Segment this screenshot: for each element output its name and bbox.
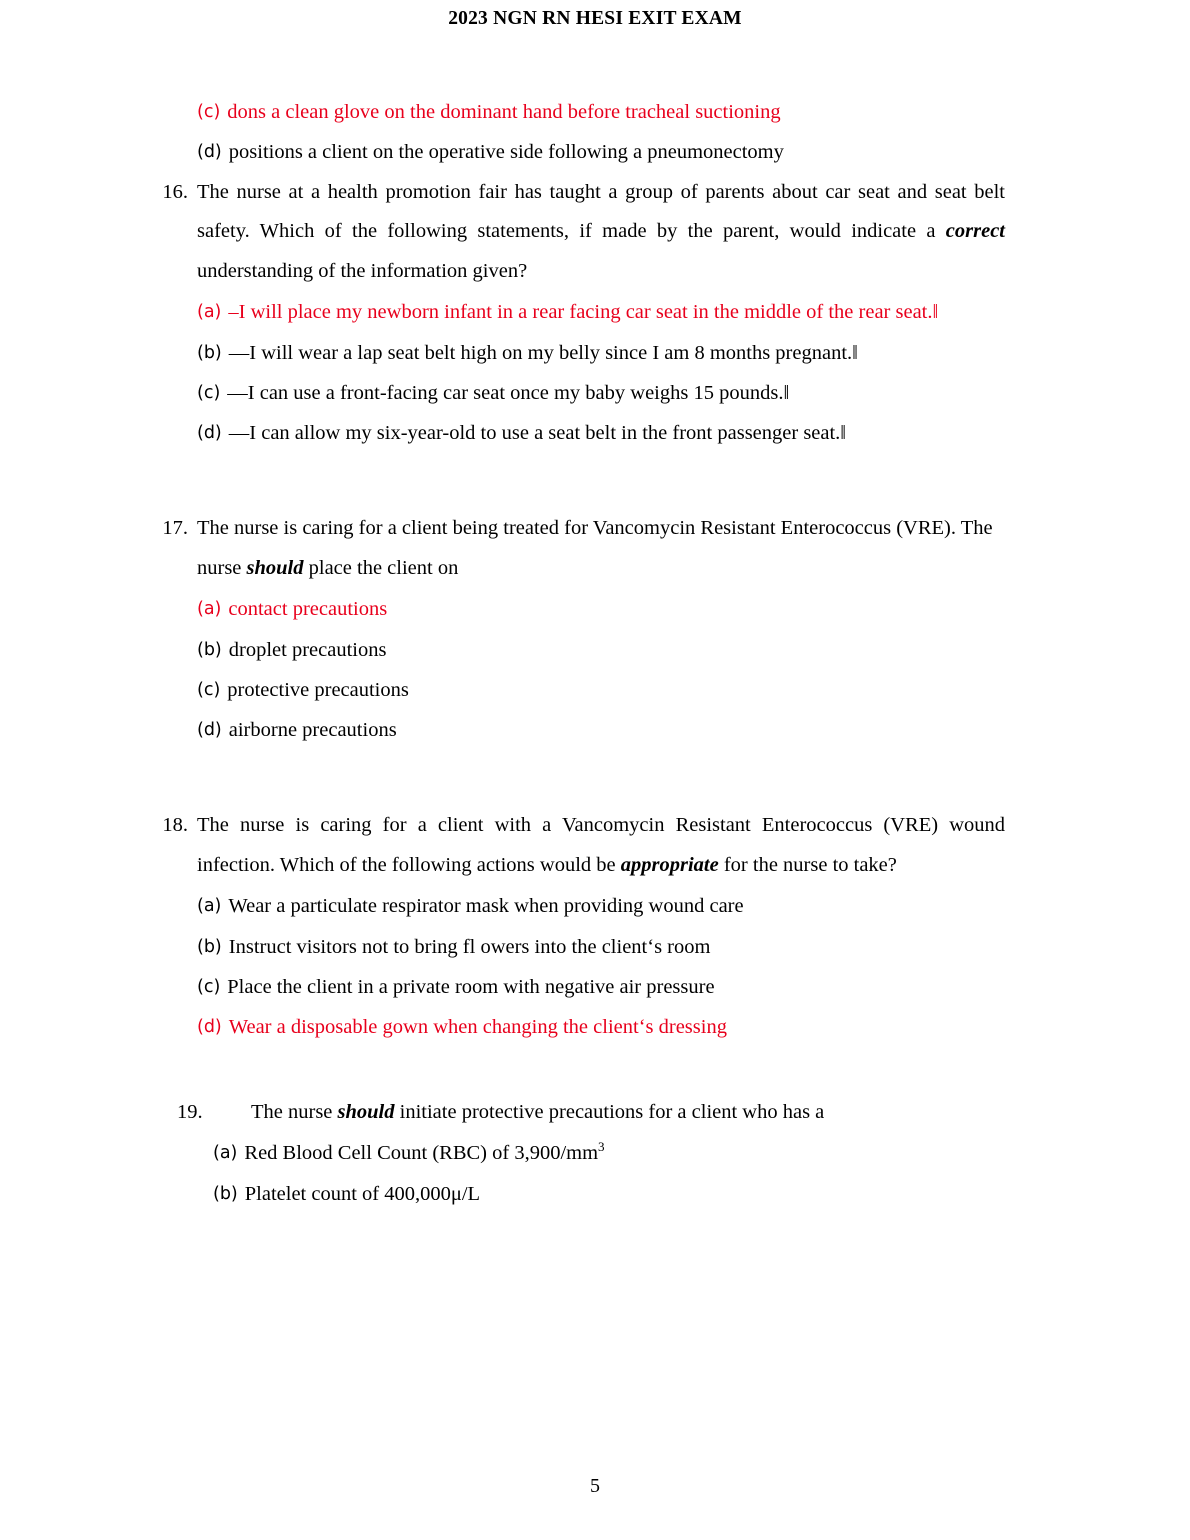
option-label: (d) [197, 142, 222, 163]
option-row [155, 1174, 1005, 1214]
option-text: —I can allow my six-year-old to use a seat belt in the front passenger seat.‖ [228, 422, 847, 445]
stem-part-1: The nurse is caring for a client being treated for Vancomycin Resistant Enterococcus (VRE). The nurse [197, 517, 993, 580]
question-number: 17. [162, 517, 188, 540]
option-text: Instruct visitors not to bring fl owers into the client‘s room [228, 935, 711, 958]
option-row [155, 413, 1005, 453]
option-row [155, 967, 1005, 1007]
option-row [155, 710, 1005, 750]
option-row [155, 292, 1005, 332]
option-label: (a) [197, 599, 222, 620]
section-gap [155, 453, 1005, 509]
option-text: protective precautions [227, 678, 409, 701]
section-gap [155, 1047, 1005, 1093]
question-stem [227, 1093, 1005, 1133]
option-row [155, 1133, 1005, 1173]
option-row [155, 670, 1005, 710]
stem-part-1: The nurse at a health promotion fair has taught a group of parents about car seat and seat belt safety. Which of the following statements, if made by the parent, would indicate a [197, 180, 1005, 243]
page-content [0, 92, 1190, 1214]
page-header: 2023 NGN RN HESI EXIT EXAM [448, 8, 742, 29]
option-label: (a) [213, 1143, 238, 1164]
option-label: (d) [197, 1017, 222, 1038]
stem-part-1: The nurse is caring for a client with a Vancomycin Resistant Enterococcus (VRE) wound infection. Which of the following actions would be [197, 814, 1005, 877]
option-label: (d) [197, 423, 222, 444]
option-row [155, 589, 1005, 629]
stem-part-2: understanding of the information given? [197, 260, 528, 283]
option-row [155, 132, 1005, 172]
section-gap [155, 750, 1005, 806]
question-19 [155, 1093, 1005, 1133]
option-label: (d) [197, 720, 222, 741]
question-17 [155, 509, 1005, 589]
question-number: 19. [177, 1101, 203, 1124]
stem-emphasis: appropriate [620, 854, 719, 877]
question-number: 16. [162, 180, 188, 203]
option-row [155, 886, 1005, 926]
page-number: 5 [590, 1475, 600, 1497]
option-label: (c) [197, 102, 221, 122]
option-text: –I will place my newborn infant in a rear facing car seat in the middle of the rear seat.‖ [228, 301, 939, 324]
question-stem [197, 173, 1005, 293]
option-superscript: 3 [598, 1139, 605, 1155]
option-label: (a) [197, 302, 222, 323]
option-label: (a) [197, 896, 222, 917]
stem-part-2: initiate protective precautions for a client who has a [394, 1101, 825, 1124]
stem-part-2: for the nurse to take? [718, 854, 897, 877]
stem-emphasis: should [246, 557, 304, 580]
option-text-main: Red Blood Cell Count (RBC) of 3,900/mm [244, 1142, 599, 1165]
stem-emphasis: correct [945, 220, 1005, 243]
stem-part-1: The nurse [251, 1101, 338, 1124]
question-stem [197, 509, 1005, 589]
question-stem [197, 806, 1005, 886]
option-row [155, 92, 1005, 132]
option-label: (c) [197, 976, 221, 997]
option-text [244, 1133, 1005, 1173]
stem-emphasis: should [337, 1101, 395, 1124]
question-number: 18. [162, 814, 188, 837]
option-text: Place the client in a private room with negative air pressure [227, 975, 715, 998]
stem-part-2: place the client on [303, 557, 459, 580]
option-row [155, 373, 1005, 413]
option-text: —I will wear a lap seat belt high on my belly since I am 8 months pregnant.‖ [228, 341, 858, 364]
option-text: Platelet count of 400,000μ/L [244, 1182, 481, 1205]
option-text: —I can use a front-facing car seat once my baby weighs 15 pounds.‖ [227, 381, 790, 404]
option-text: Wear a disposable gown when changing the client‘s dressing [228, 1016, 727, 1039]
option-label: (b) [197, 639, 222, 660]
option-row [155, 1007, 1005, 1047]
option-text: droplet precautions [228, 638, 387, 661]
option-text: contact precautions [228, 598, 388, 621]
option-label: (c) [197, 679, 221, 700]
question-18 [155, 806, 1005, 886]
option-label: (c) [197, 382, 221, 403]
option-text: airborne precautions [228, 719, 397, 742]
option-row [155, 927, 1005, 967]
option-row [155, 630, 1005, 670]
option-label: (b) [197, 342, 222, 363]
option-text: positions a client on the operative side following a pneumonectomy [228, 141, 784, 164]
option-text: dons a clean glove on the dominant hand before tracheal suctioning [227, 101, 781, 123]
option-row [155, 333, 1005, 373]
question-16 [155, 173, 1005, 293]
option-label: (b) [213, 1183, 238, 1204]
option-label: (b) [197, 936, 222, 957]
option-text: Wear a particulate respirator mask when providing wound care [228, 895, 744, 918]
